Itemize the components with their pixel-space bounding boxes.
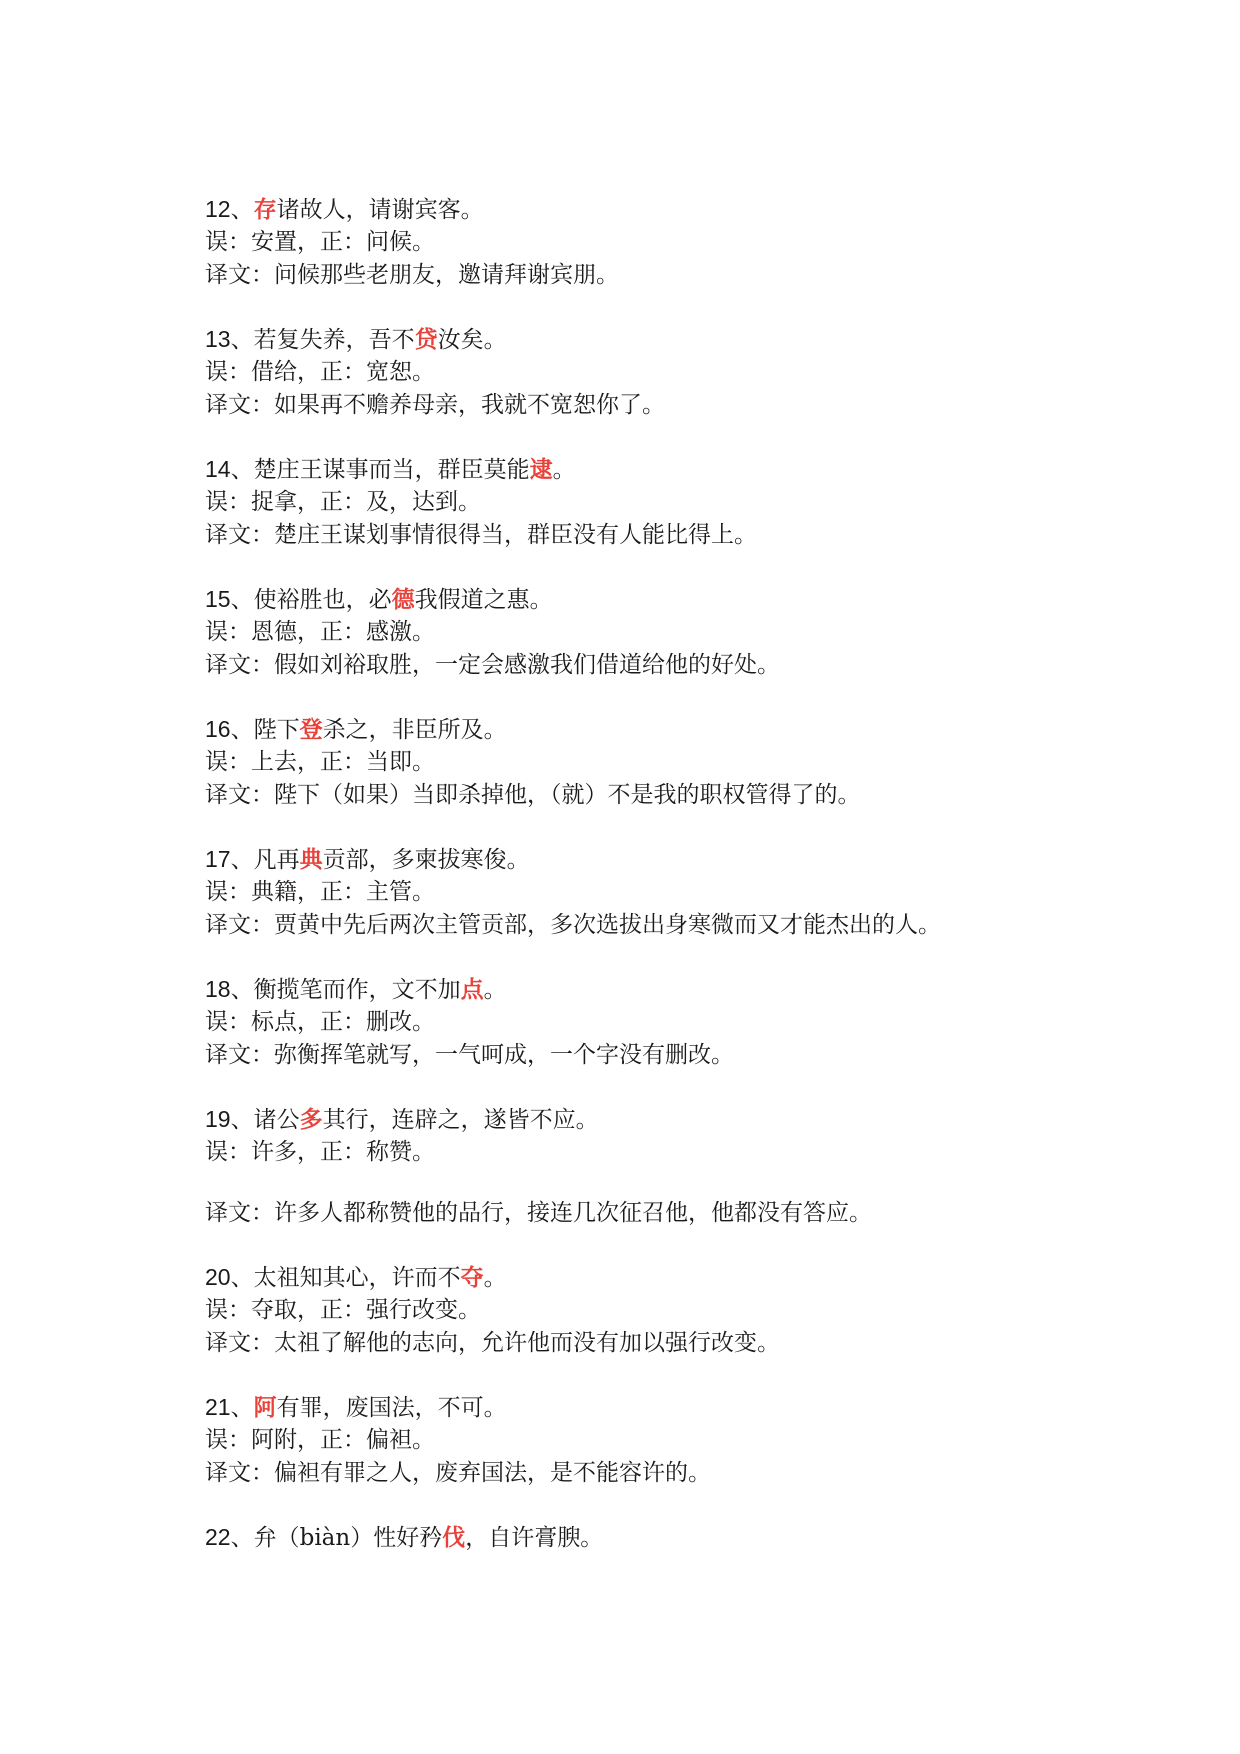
sentence-pre: 楚庄王谋事而当，群臣莫能: [253, 457, 530, 483]
highlighted-keyword: 阿: [253, 1395, 277, 1421]
sentence-line: [205, 1103, 1165, 1136]
sentence-line: [205, 1261, 1165, 1294]
sentence-pre: 若复失养，吾不: [253, 327, 415, 353]
sentence-post: 我假道之惠。: [414, 587, 553, 613]
number-separator: 、: [230, 327, 254, 353]
entry-19: [205, 1103, 1165, 1230]
entry-number: 19: [205, 1106, 231, 1132]
highlighted-keyword: 典: [299, 847, 323, 873]
entry-number: 12: [205, 196, 231, 222]
wrong-correct-line: 误：上去，正：当即。: [205, 749, 435, 775]
number-separator: 、: [230, 1107, 254, 1133]
translation-line: 译文：如果再不赡养母亲，我就不宽恕你了。: [205, 392, 665, 418]
sentence-post: 。: [552, 457, 576, 483]
translation-line: 译文：偏袒有罪之人，废弃国法，是不能容许的。: [205, 1460, 711, 1486]
translation-line: 译文：太祖了解他的志向，允许他而没有加以强行改变。: [205, 1330, 780, 1356]
entry-number: 22: [205, 1524, 231, 1550]
sentence-post: ，自许膏腴。: [465, 1525, 604, 1551]
sentence-line: [205, 973, 1165, 1006]
highlighted-keyword: 伐: [442, 1525, 466, 1551]
sentence-post: 其行，连辟之，遂皆不应。: [322, 1107, 599, 1133]
translation-line: 译文：陛下（如果）当即杀掉他，（就）不是我的职权管得了的。: [205, 782, 861, 808]
highlighted-keyword: 夺: [460, 1265, 484, 1291]
sentence-line: [205, 713, 1165, 746]
number-separator: 、: [230, 1265, 254, 1291]
sentence-line: [205, 583, 1165, 616]
wrong-correct-line: 误：夺取，正：强行改变。: [205, 1297, 481, 1323]
highlighted-keyword: 点: [460, 977, 484, 1003]
sentence-line: [205, 453, 1165, 486]
entry-number: 21: [205, 1394, 231, 1420]
number-separator: 、: [230, 587, 254, 613]
entry-20: [205, 1261, 1165, 1360]
highlighted-keyword: 贷: [414, 327, 438, 353]
entry-14: [205, 453, 1165, 552]
entry-22: [205, 1521, 1165, 1554]
number-separator: 、: [230, 717, 254, 743]
wrong-correct-line: 误：许多，正：称赞。: [205, 1139, 435, 1165]
sentence-line: [205, 1391, 1165, 1424]
sentence-pre: 凡再: [253, 847, 300, 873]
sentence-line: [205, 193, 1165, 226]
highlighted-keyword: 存: [253, 197, 277, 223]
entry-17: [205, 843, 1165, 942]
entry-12: [205, 193, 1165, 292]
sentence-post: 贡部，多柬拔寒俊。: [322, 847, 530, 873]
sentence-pre: 使裕胜也，必: [253, 587, 392, 613]
number-separator: 、: [230, 977, 254, 1003]
number-separator: 、: [230, 1525, 254, 1551]
sentence-line: [205, 1521, 1165, 1554]
translation-line: 译文：楚庄王谋划事情很得当，群臣没有人能比得上。: [205, 522, 757, 548]
entry-number: 20: [205, 1264, 231, 1290]
sentence-pre: 陛下: [253, 717, 300, 743]
sentence-post: 杀之，非臣所及。: [322, 717, 507, 743]
sentence-pre: 诸公: [253, 1107, 300, 1133]
number-separator: 、: [230, 1395, 254, 1421]
sentence-post: 诸故人，请谢宾客。: [276, 197, 484, 223]
translation-line: 译文：弥衡挥笔就写，一气呵成，一个字没有删改。: [205, 1042, 734, 1068]
translation-line: 译文：许多人都称赞他的品行，接连几次征召他，他都没有答应。: [205, 1200, 872, 1226]
entry-18: [205, 973, 1165, 1072]
highlighted-keyword: 逮: [529, 457, 553, 483]
sentence-pre: 弁（biàn）性好矜: [253, 1525, 443, 1551]
entry-number: 15: [205, 586, 231, 612]
sentence-post: 。: [483, 1265, 507, 1291]
sentence-post: 。: [483, 977, 507, 1003]
sentence-pre: 太祖知其心，许而不: [253, 1265, 461, 1291]
entry-number: 13: [205, 326, 231, 352]
wrong-correct-line: 误：典籍，正：主管。: [205, 879, 435, 905]
number-separator: 、: [230, 197, 254, 223]
entry-number: 14: [205, 456, 231, 482]
wrong-correct-line: 误：安置，正：问候。: [205, 229, 435, 255]
entry-number: 16: [205, 716, 231, 742]
wrong-correct-line: 误：阿附，正：偏袒。: [205, 1427, 435, 1453]
translation-line: 译文：贾黄中先后两次主管贡部，多次选拔出身寒微而又才能杰出的人。: [205, 912, 941, 938]
sentence-line: [205, 843, 1165, 876]
translation-line: 译文：问候那些老朋友，邀请拜谢宾朋。: [205, 262, 619, 288]
wrong-correct-line: 误：标点，正：删改。: [205, 1009, 435, 1035]
sentence-post: 有罪，废国法，不可。: [276, 1395, 507, 1421]
entry-16: [205, 713, 1165, 812]
entry-13: [205, 323, 1165, 422]
entry-number: 18: [205, 976, 231, 1002]
highlighted-keyword: 德: [391, 587, 415, 613]
highlighted-keyword: 登: [299, 717, 323, 743]
sentence-pre: 衡揽笔而作，文不加: [253, 977, 461, 1003]
wrong-correct-line: 误：恩德，正：感激。: [205, 619, 435, 645]
number-separator: 、: [230, 457, 254, 483]
wrong-correct-line: 误：捉拿，正：及，达到。: [205, 489, 481, 515]
sentence-line: [205, 323, 1165, 356]
wrong-correct-line: 误：借给，正：宽恕。: [205, 359, 435, 385]
translation-line: 译文：假如刘裕取胜，一定会感激我们借道给他的好处。: [205, 652, 780, 678]
number-separator: 、: [230, 847, 254, 873]
entry-15: [205, 583, 1165, 682]
highlighted-keyword: 多: [299, 1107, 323, 1133]
sentence-post: 汝矣。: [437, 327, 507, 353]
entry-number: 17: [205, 846, 231, 872]
entry-21: [205, 1391, 1165, 1490]
